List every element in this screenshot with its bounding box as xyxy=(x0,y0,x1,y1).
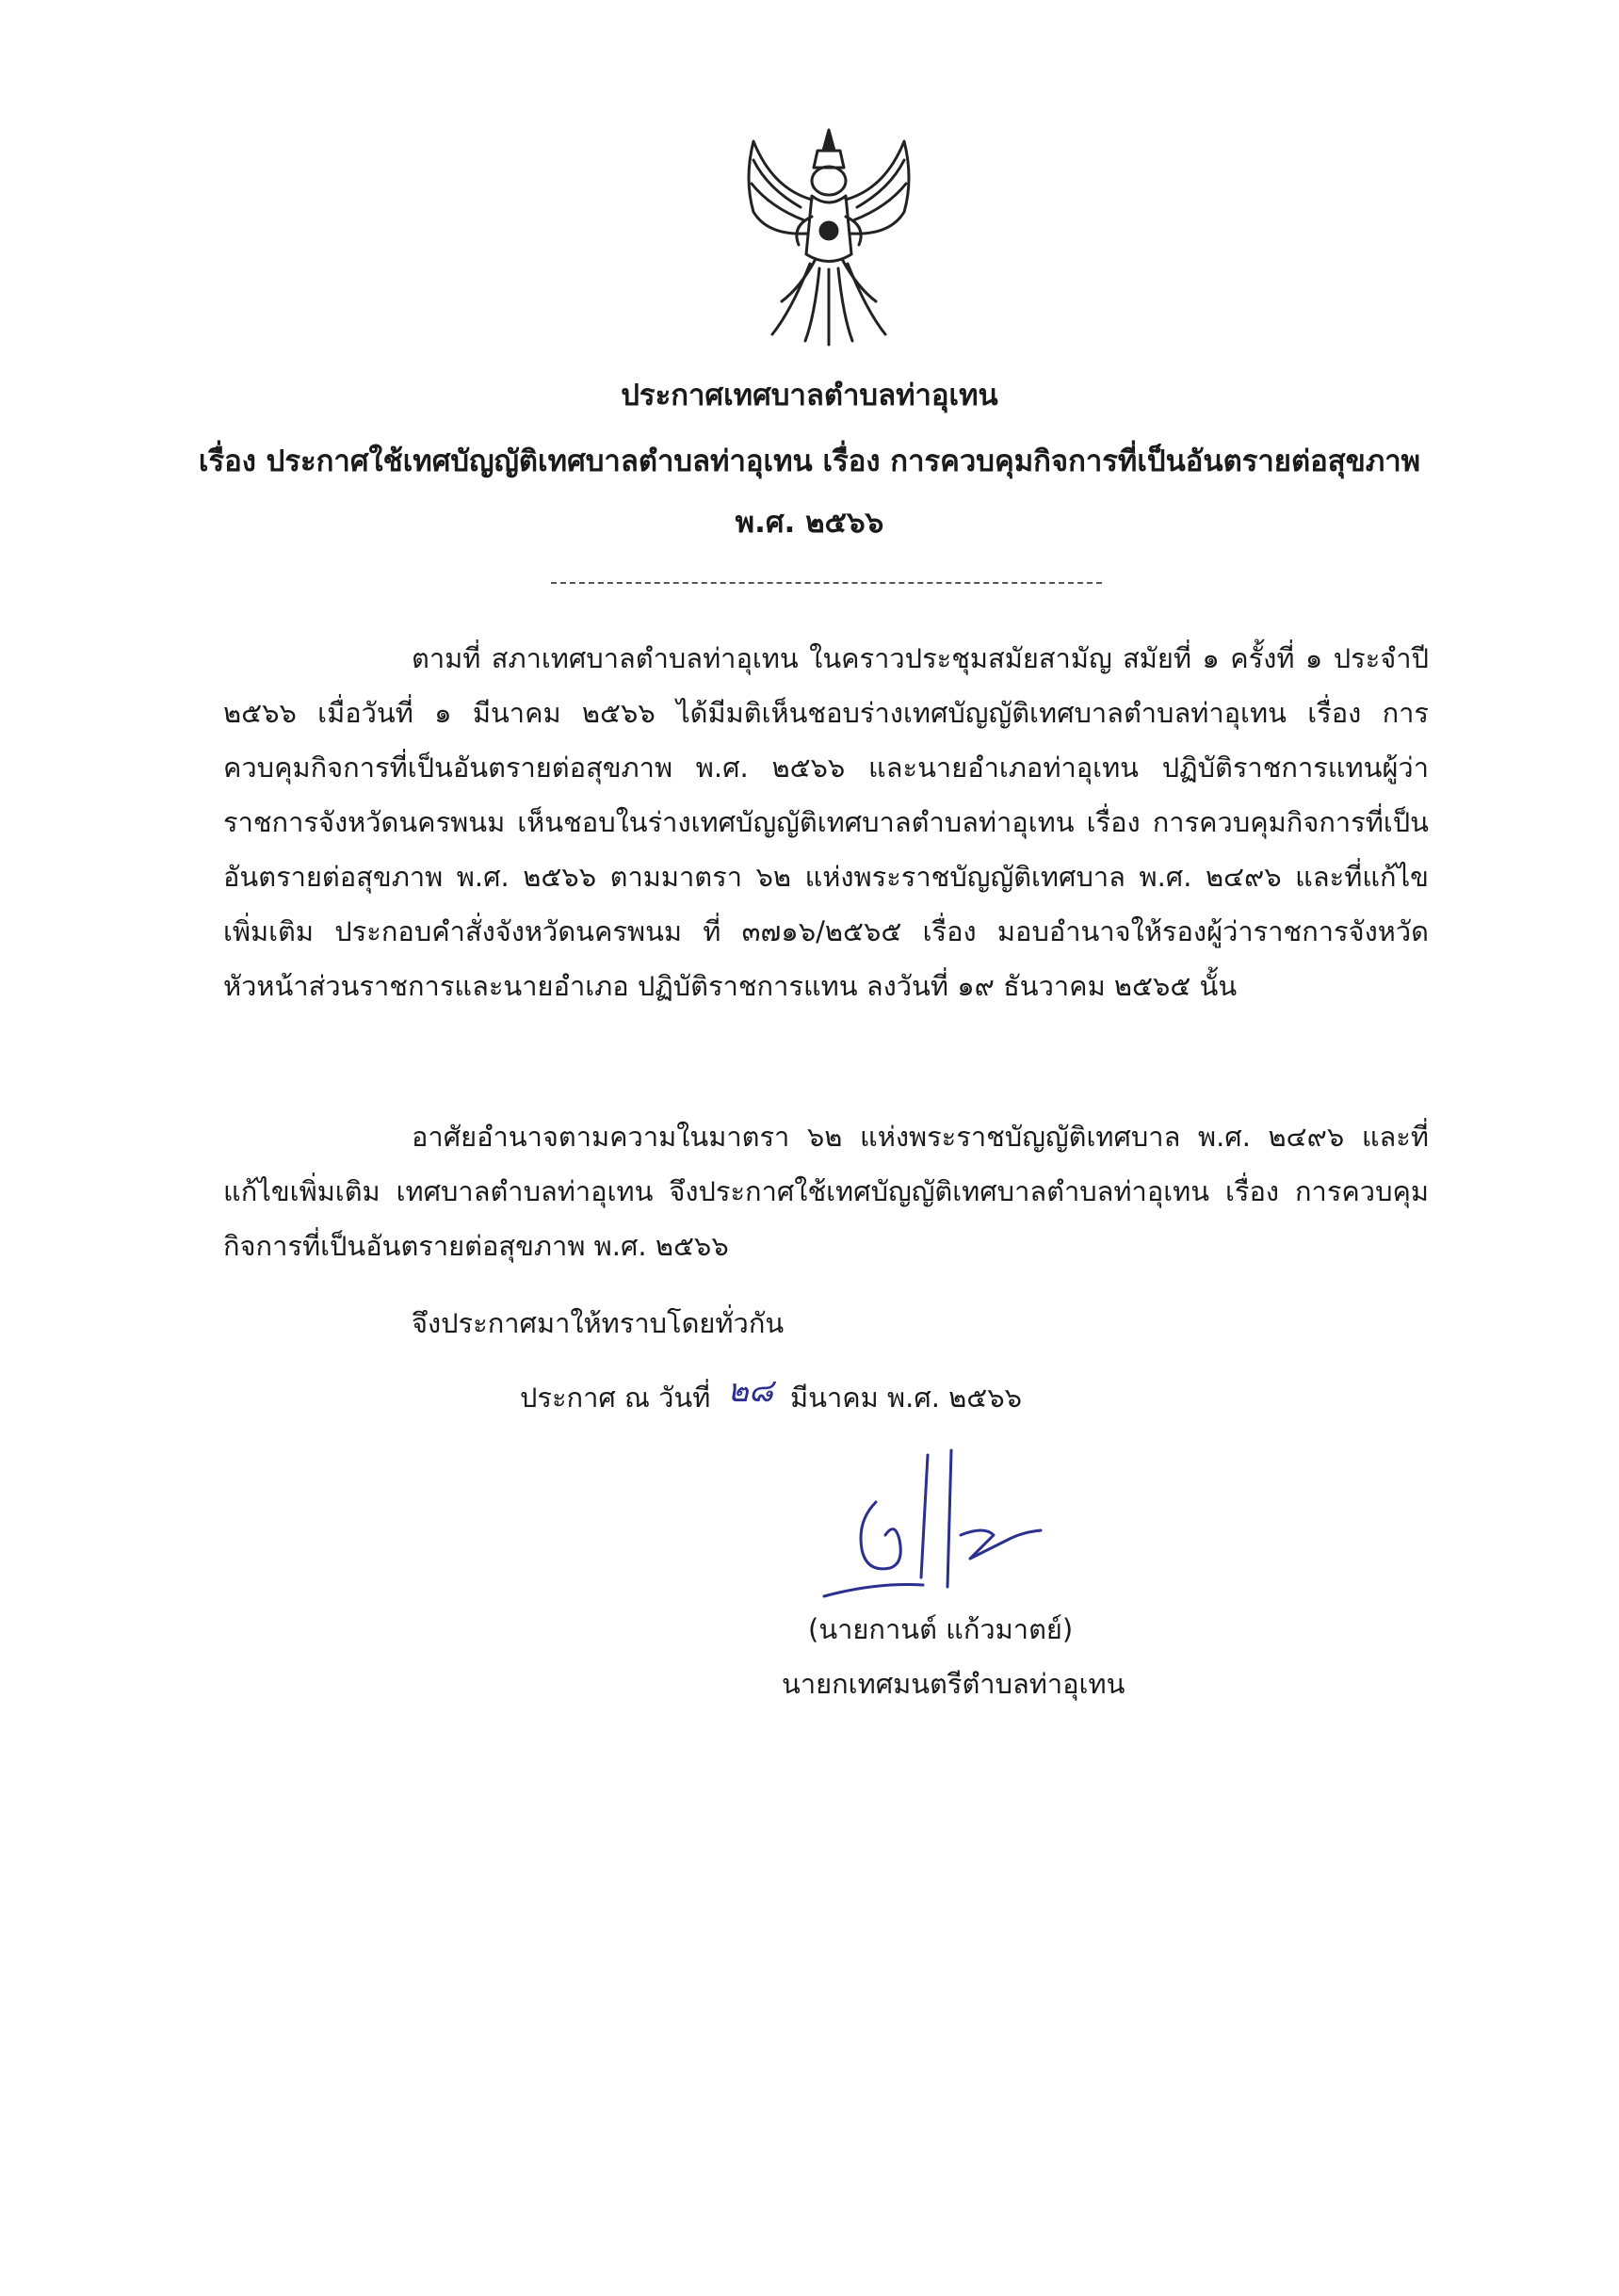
announcement-subject: เรื่อง ประกาศใช้เทศบัญญัติเทศบาลตำบลท่าอุเทน เรื่อง การควบคุมกิจการที่เป็นอันตรายต่อสุขภาพ xyxy=(198,445,1421,478)
garuda-emblem-icon xyxy=(725,122,932,348)
signer-title: นายกเทศมนตรีตำบลท่าอุเทน xyxy=(782,1668,1125,1700)
announcement-date xyxy=(520,1372,1023,1416)
handwritten-signature xyxy=(819,1446,1064,1606)
date-suffix: มีนาคม พ.ศ. ๒๕๖๖ xyxy=(790,1382,1023,1414)
handwritten-day: ๒๘ xyxy=(727,1372,774,1410)
announcement-year: พ.ศ. ๒๕๖๖ xyxy=(735,506,884,540)
signer-name: (นายกานต์ แก้วมาตย์) xyxy=(808,1613,1074,1645)
dashed-divider xyxy=(551,582,1102,584)
date-prefix: ประกาศ ณ วันที่ xyxy=(520,1382,711,1414)
body-paragraph-1: ตามที่ สภาเทศบาลตำบลท่าอุเทน ในคราวประชุมสมัยสามัญ สมัยที่ ๑ ครั้งที่ ๑ ประจำปี ๒๕๖๖ เมื่อวันที่ ๑ มีนาคม ๒๕๖๖ ได้มีมติเห็นชอบร่างเทศบัญญัติเทศบาลตำบลท่าอุเทน เรื่อง การควบคุมกิจการที่เป็นอันตรายต่อสุขภาพ พ.ศ. ๒๕๖๖ และนายอำเภอท่าอุเทน ปฏิบัติราชการแทนผู้ว่าราชการจังหวัดนครพนม เห็นชอบในร่างเทศบัญญัติเทศบาลตำบลท่าอุเทน เรื่อง การควบคุมกิจการที่เป็นอันตรายต่อสุขภาพ พ.ศ. ๒๕๖๖ ตามมาตรา ๖๒ แห่งพระราชบัญญัติเทศบาล พ.ศ. ๒๔๙๖ และที่แก้ไขเพิ่มเติม ประกอบคำสั่งจังหวัดนครพนม ที่ ๓๗๑๖/๒๕๖๕ เรื่อง มอบอำนาจให้รองผู้ว่าราชการจังหวัด หัวหน้าส่วนราชการและนายอำเภอ ปฏิบัติราชการแทน ลงวันที่ ๑๙ ธันวาคม ๒๕๖๕ นั้น xyxy=(223,642,1429,1002)
body-paragraph-2: อาศัยอำนาจตามความในมาตรา ๖๒ แห่งพระราชบัญญัติเทศบาล พ.ศ. ๒๔๙๖ และที่แก้ไขเพิ่มเติม เทศบาลตำบลท่าอุเทน จึงประกาศใช้เทศบัญญัติเทศบาลตำบลท่าอุเทน เรื่อง การควบคุมกิจการที่เป็นอันตรายต่อสุขภาพ พ.ศ. ๒๕๖๖ xyxy=(223,1121,1429,1262)
announcement-title: ประกาศเทศบาลตำบลท่าอุเทน xyxy=(621,379,998,412)
closing-statement: จึงประกาศมาให้ทราบโดยทั่วกัน xyxy=(412,1307,785,1339)
